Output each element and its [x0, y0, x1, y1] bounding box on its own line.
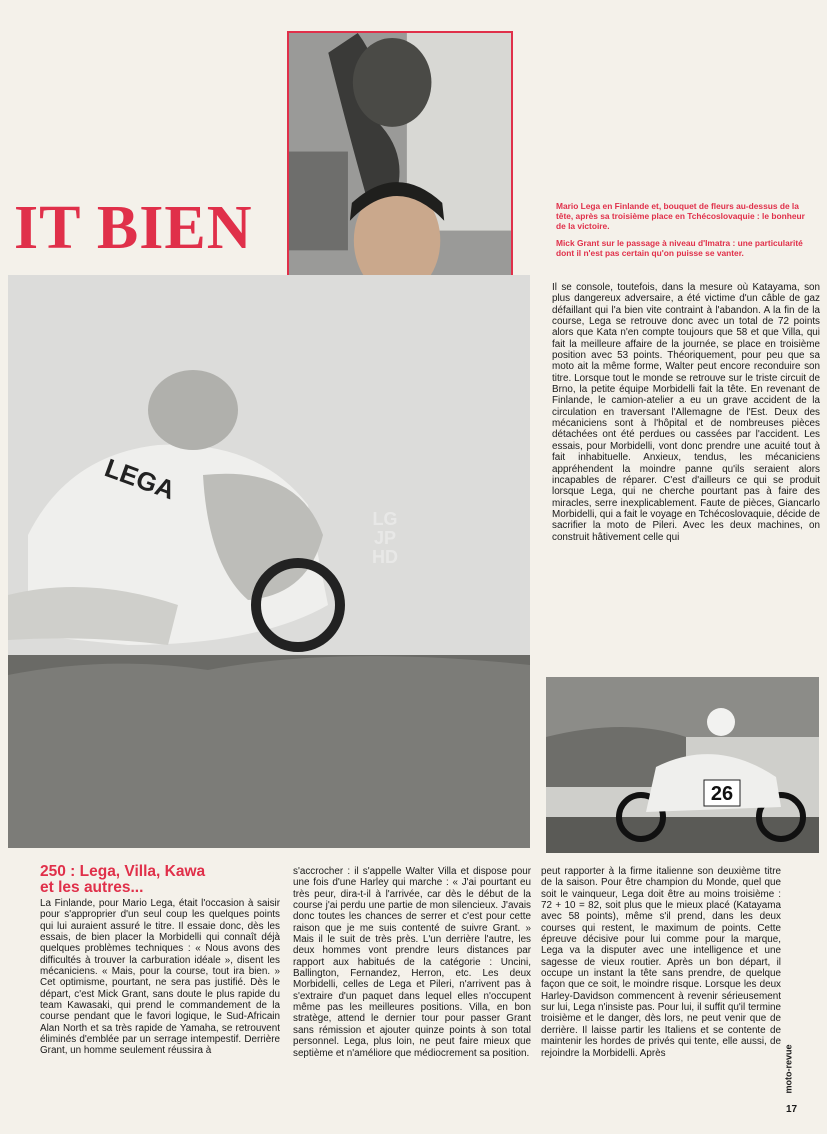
article-column-1 [40, 898, 280, 1057]
subhead-line: 250 : Lega, Villa, Kawa [40, 863, 206, 880]
photo-captions [556, 201, 814, 265]
watermark-line: JP [373, 528, 397, 548]
caption-lega: Mario Lega en Finlande et, bouquet de fleurs au-dessus de la tête, après sa troisième place en Tchécoslovaquie : le bonheur de la victoire. [556, 201, 805, 231]
article-column-2 [293, 866, 531, 1059]
watermark-line: HD [372, 547, 398, 567]
section-subhead [40, 864, 280, 896]
article-column-right [552, 282, 820, 543]
article-paragraph: peut rapporter à la firme italienne son deuxième titre de la saison. Pour être champion du Monde, quel que soit le vainqueur, Lega doit être au moins troisième : 72 + 10 = 82, soit plus que le mieux placé (Katayama avec 58 points), même s'il prend, dans les deux courses qui restent, le maximum de points. Cette épreuve décisive pour lui comme pour la marque, Lega va la disputer avec une intelligence et une sagesse de vieux routier. Après un bon départ, il occupe un instant la tête sans prendre, de quelque façon que ce soit, le moindre risque. Lorsque les deux Harley-Davidson commencent à revenir sérieusement sur lui, Lega n'insiste pas. Pour lui, il suffit qu'il termine troisième et le danger, dès lors, ne peut venir que de derrière. Il laisse partir les Italiens et se contente de maintenir les hordes de privés qui tente, elle aussi, de rejoindre la Morbidelli. Après [541, 866, 781, 1059]
second-racer-photo [546, 677, 819, 853]
magazine-name-text: moto-revue [783, 1044, 794, 1094]
article-paragraph: s'accrocher : il s'appelle Walter Villa et dispose pour une fois d'une Harley qui marche : « J'ai pourtant eu très peur, dira-t-il à l'arrivée, car dès le début de la course j'ai perdu une partie de mon silencieux. J'avais donc toutes les chances de serrer et c'est pour cette raison que je me suis contenté de suivre Grant. » Mais il le suit de très près. L'un derrière l'autre, les deux hommes vont prendre leurs distances par rapport aux habitués de la catégorie : Uncini, Ballington, Fernandez, Herron, etc. Les deux Morbidelli, celles de Lega et Pileri, n'arrivent pas à s'extraire d'un paquet dans lequel elles n'occupent même pas les meilleures positions. Villa, en bon stratège, attend le dernier tour pour passer Grant sans rémission et ajouter quinze points à son total personnel. Lega, plus loin, ne peut faire mieux que septième et n'améliore que médiocrement sa position. [293, 866, 531, 1059]
watermark [345, 510, 425, 588]
headline: IT BIEN [14, 194, 253, 262]
magazine-name [783, 1040, 798, 1100]
page-number: 17 [786, 1104, 798, 1115]
watermark-line: LG [372, 509, 398, 529]
racer-suit-text: LEGA [100, 452, 180, 506]
article-paragraph: Il se console, toutefois, dans la mesure où Katayama, son plus dangereux adversaire, a été victime d'un câble de gaz défaillant qui l'a bien vite contraint à l'abandon. A la fin de la course, Lega se retrouve donc avec un total de 72 points alors que Kata n'en compte toujours que 58 et que Villa, qui fait la meilleure affaire de la journée, se place en troisième position avec 53 points. Théoriquement, pour peu que sa moto ait la même forme, Walter peut encore reconduire son titre. Lorsque tout le monde se retrouve sur le triste circuit de Brno, la petite équipe Morbidelli fait la tête. En revenant de Finlande, le camion-atelier a eu un grave accident de la circulation en traversant l'Allemagne de l'Est. Deux des mécaniciens sont à l'hôpital et de nombreuses pièces détachées ont été perdues ou cassées par l'accident. Les essais, pour Morbidelli, vont donc prendre une acuité tout à fait inhabituelle. Anxieux, tendus, les mécaniciens appréhendent la moindre panne qu'ils seraient alors incapables de réparer. C'est d'ailleurs ce qui se produit lorsque Lega, qui ne cherche pourtant pas à faire des miracles, serre inexplicablement. Faute de pièces, Giancarlo Morbidelli, qui a fait le voyage en Tchécoslovaquie, décide de sacrifier la moto de Pileri. Avec les deux machines, on construit hâtivement celle qui [552, 282, 820, 543]
subhead-line: et les autres... [40, 879, 144, 896]
caption-grant: Mick Grant sur le passage à niveau d'Imatra : une particularité dont il n'est pas certain qu'on puisse se vanter. [556, 238, 803, 258]
article-column-3 [541, 866, 781, 1059]
main-racer-photo [8, 275, 530, 848]
bike-number: 26 [710, 783, 734, 805]
article-paragraph: La Finlande, pour Mario Lega, était l'occasion à saisir pour s'approprier d'un seul coup les quelques points qui lui auraient assuré le titre. Il essaie donc, dès les essais, de bien placer la Morbidelli qui connaît déjà quelques problèmes techniques : « Nous avons des difficultés à trouver la carburation idéale », disent les mécaniciens. « Mais, pour la course, tout ira bien. » Cet optimisme, pourtant, ne sera pas justifié. Dès le départ, c'est Mick Grant, sans doute le plus rapide du team Kawasaki, qui prend le commandement de la course pendant que le favori logique, le Sud-Africain Alan North et sa très rapide de Yamaha, se retrouvent éliminés d'emblée par un serrage intempestif. Derrière Grant, un homme seulement réussira à [40, 898, 280, 1057]
